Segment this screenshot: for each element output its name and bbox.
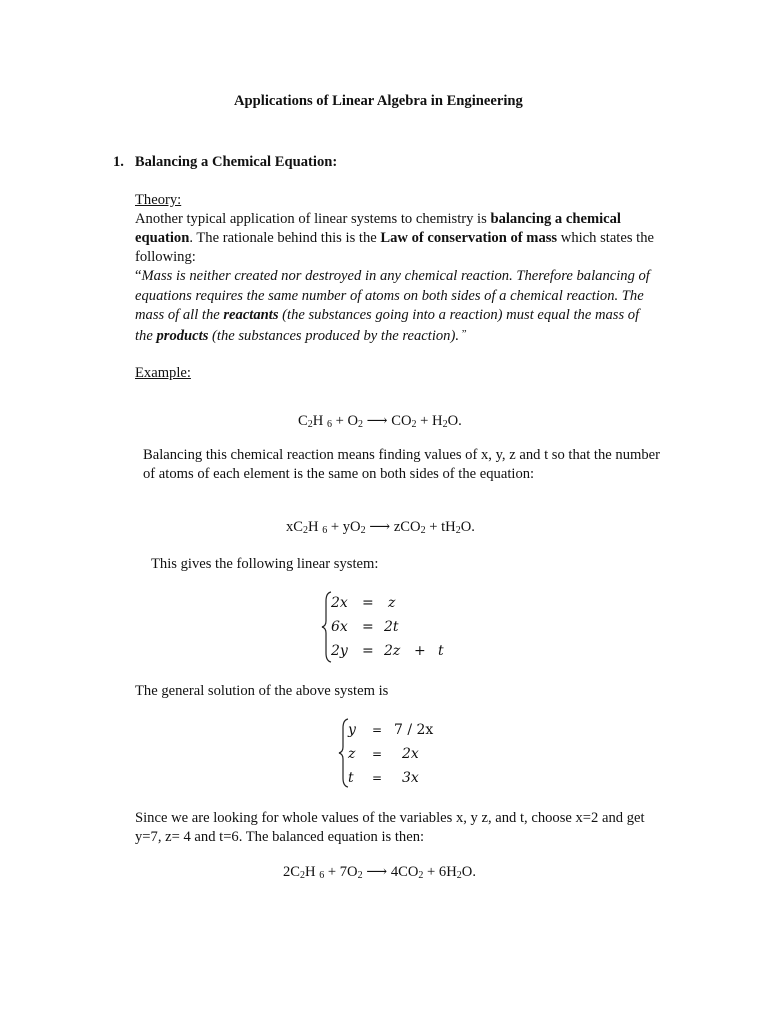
system-row-2-rhs: 2t [384,619,399,635]
quote-text: (the substances produced by the reaction). [208,328,459,344]
theory-bold-equation: equation [135,230,190,246]
theory-label: Theory: [135,192,182,208]
solution-row-1-rhs: 7 / 2x [394,722,434,738]
reaction-unbalanced: $C_2H$ $_6 + O_2$ ⟶ $CO_2 + H_2O$. [298,413,462,430]
quote-bold-reactants: reactants [223,307,279,323]
theory-line-3: following: [135,249,196,265]
theory-line-1 [135,210,621,230]
quote-line-2: equations requires the same number of atoms on both sides of a chemical reaction. The [135,288,644,304]
theory-text: which states the [557,230,654,246]
solution-row-2-op: = [372,747,383,761]
theory-bold-term: balancing a chemical [490,211,621,227]
theory-text: . The rationale behind this is the [189,230,381,246]
reaction-balanced: $2C_2H$ $_6 + 7O_2$ ⟶ $4CO_2 + 6H_2O$. [283,864,476,881]
quote-text: Mass is neither created nor destroyed in any chemical reaction. Therefore balancing of [141,268,650,284]
quote-text: mass of all the [135,307,224,323]
theory-line-2 [135,229,654,249]
example-label: Example: [135,365,191,381]
quote-text: (the substances going into a reaction) must equal the mass of [278,307,640,323]
theory-bold-law: Law of conservation of mass [380,230,558,246]
section-heading [113,153,337,173]
system-row-3-rhs: 2z [384,643,401,659]
system-row-1-rhs: z [388,595,396,611]
system-row-3-lhs: 2y [331,643,348,659]
quote-text: the [135,328,157,344]
balancing-paragraph-line-2: of atoms of each element is the same on both sides of the equation: [143,466,535,482]
system-row-2-lhs: 6x [331,619,348,635]
theory-text: Another typical application of linear systems to chemistry is [135,211,491,227]
section-number: 1. [113,154,124,170]
quote-line-3 [135,306,639,326]
quote-close-mark: ” [459,328,467,340]
reaction-variables: $xC_2H$ $_6 + yO_2$ ⟶ $zCO_2 + tH_2O$. [286,519,475,536]
linear-system-intro: This gives the following linear system: [151,556,379,572]
system-row-2-op: = [362,619,374,635]
section-title: Balancing a Chemical Equation: [134,154,338,170]
system-row-1-op: = [362,595,374,611]
quote-line-4 [135,325,467,347]
balancing-paragraph-line-1: Balancing this chemical reaction means finding values of x, y, z and t so that the number [143,447,660,463]
solution-row-3-rhs: 3x [402,770,419,786]
quote-line-1 [135,267,650,287]
general-solution-intro: The general solution of the above system is [135,683,389,699]
solution-row-2-rhs: 2x [402,746,419,762]
solution-row-2-lhs: z [348,746,356,762]
solution-row-1-lhs: y [348,722,356,738]
page-title: Applications of Linear Algebra in Engineering [234,93,523,109]
solution-row-1-op: = [372,723,383,737]
conclusion-line-2: y=7, z= 4 and t=6. The balanced equation is then: [135,829,425,845]
system-row-3-plus: + [414,643,426,659]
system-row-1-lhs: 2x [331,595,348,611]
solution-row-3-op: = [372,771,383,785]
system-row-3-op: = [362,643,374,659]
quote-bold-products: products [156,328,209,344]
solution-row-3-lhs: t [348,770,354,786]
conclusion-line-1: Since we are looking for whole values of the variables x, y z, and t, choose x=2 and get [135,810,645,826]
system-row-3-extra: t [438,643,444,659]
quote-open-mark: “ [135,268,142,284]
